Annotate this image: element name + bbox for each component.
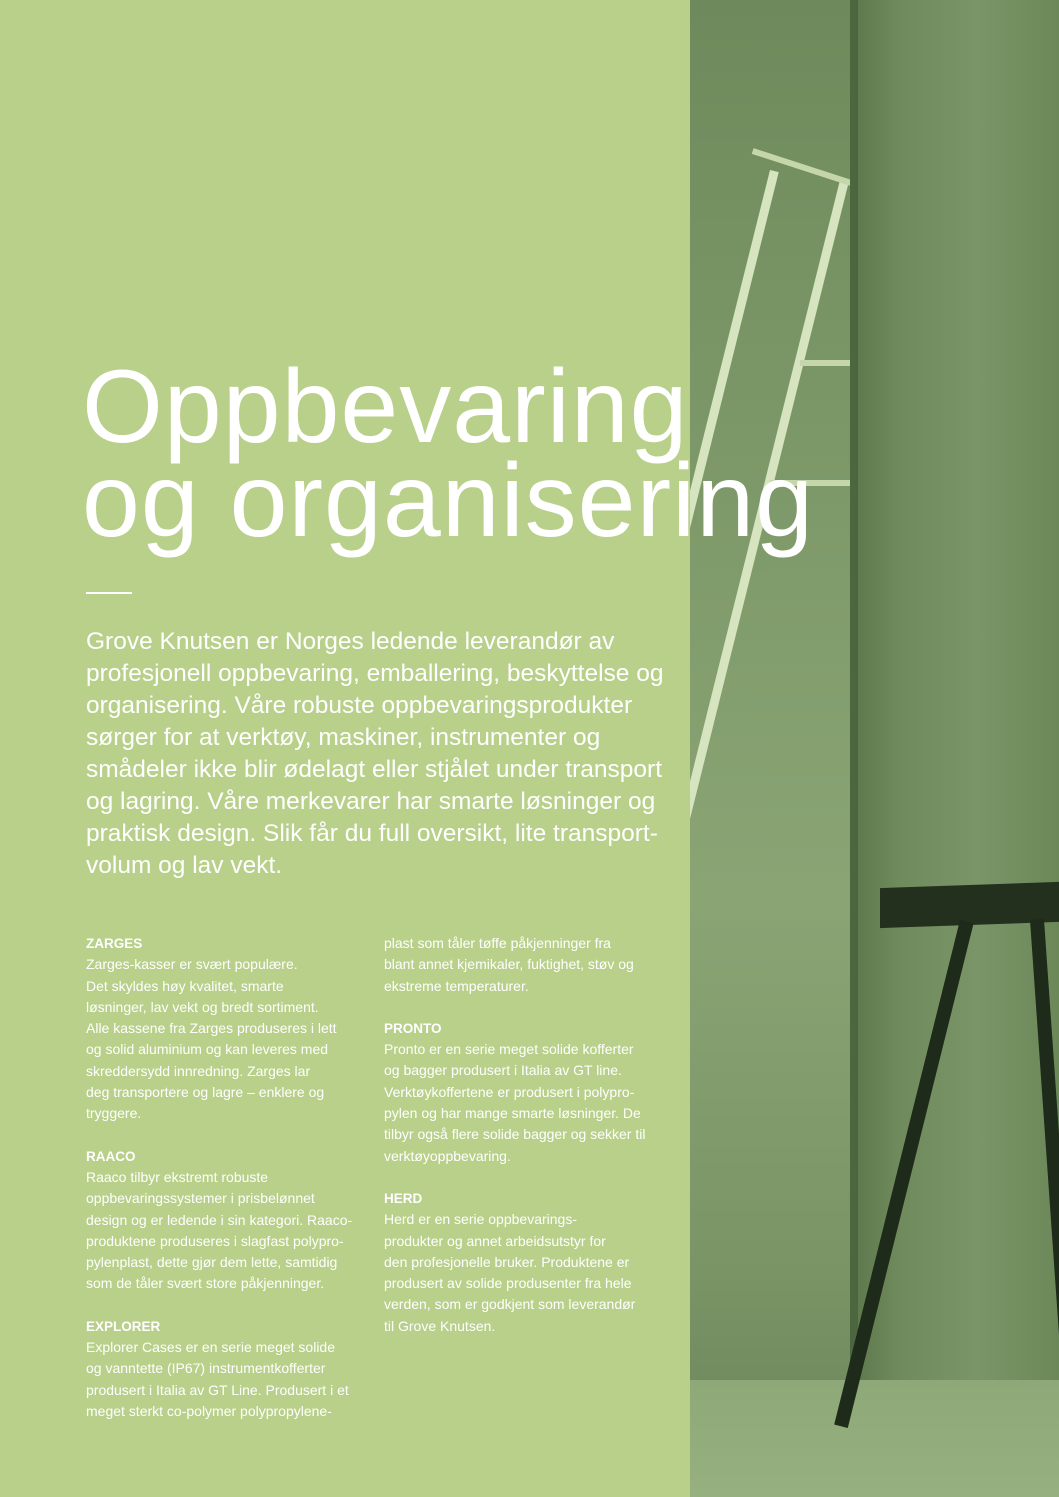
intro-line: praktisk design. Slik får du full oversikt, lite transport- xyxy=(86,820,658,847)
body-line: produsert i Italia av GT Line. Produsert i et xyxy=(86,1381,349,1398)
body-line: deg transportere og lagre – enklere og xyxy=(86,1084,325,1101)
body-line: Alle kassene fra Zarges produseres i lett xyxy=(86,1020,337,1037)
body-line: Zarges-kasser er svært populære. xyxy=(86,956,298,973)
body-line: tryggere. xyxy=(86,1105,142,1122)
body-line: verden, som er godkjent som leverandør xyxy=(384,1296,636,1313)
title-line: Oppbevaring xyxy=(82,349,689,465)
ladder-rail xyxy=(690,180,849,1152)
body-line: verktøyoppbevaring. xyxy=(384,1147,511,1164)
body-line: plast som tåler tøffe påkjenninger fra xyxy=(384,935,611,951)
intro-line: volum og lav vekt. xyxy=(86,852,283,879)
body-line: Herd er en serie oppbevarings- xyxy=(384,1211,577,1228)
body-line: meget sterkt co-polymer polypropylene- xyxy=(86,1402,332,1419)
body-line: skreddersydd innredning. Zarges lar xyxy=(86,1062,311,1079)
intro-line: og lagring. Våre merkevarer har smarte løsninger og xyxy=(86,788,656,815)
body-line: Det skyldes høy kvalitet, smarte xyxy=(86,977,284,994)
body-line: den profesjonelle bruker. Produktene er xyxy=(384,1253,630,1270)
brand-section xyxy=(384,933,674,997)
brand-section xyxy=(86,1146,376,1295)
brand-heading: EXPLORER xyxy=(86,1318,161,1334)
body-line: tilbyr også flere solide bagger og sekker til xyxy=(384,1126,646,1143)
body-line: blant annet kjemikaler, fuktighet, støv og xyxy=(384,956,634,973)
page-title xyxy=(82,349,814,559)
body-line: løsninger, lav vekt og bredt sortiment. xyxy=(86,998,319,1015)
body-line: pylen og har mange smarte løsninger. De xyxy=(384,1105,641,1122)
body-line: produkter og annet arbeidsutstyr for xyxy=(384,1232,606,1249)
text-column-left xyxy=(86,933,376,1443)
body-line: og bagger produsert i Italia av GT line. xyxy=(384,1062,622,1079)
divider xyxy=(86,592,132,594)
body-line: oppbevaringssystemer i prisbelønnet xyxy=(86,1190,315,1207)
intro-line: sørger for at verktøy, maskiner, instrumenter og xyxy=(86,724,601,751)
body-line: produktene produseres i slagfast polypro- xyxy=(86,1232,344,1249)
body-line: ekstreme temperaturer. xyxy=(384,977,529,994)
intro-line: Grove Knutsen er Norges ledende leverandør av xyxy=(86,628,615,655)
body-line: design og er ledende i sin kategori. Raaco- xyxy=(86,1211,353,1228)
construction-site-photo xyxy=(690,0,1059,1497)
brand-heading: PRONTO xyxy=(384,1020,442,1036)
text-column-right xyxy=(384,933,674,1358)
body-line: Pronto er en serie meget solide kofferter xyxy=(384,1041,634,1058)
body-line: Explorer Cases er en serie meget solide xyxy=(86,1339,336,1356)
brand-section xyxy=(86,933,376,1125)
concrete-pillar xyxy=(858,0,1059,1497)
body-line: produsert av solide produsenter fra hele xyxy=(384,1275,632,1292)
body-line: og vanntette (IP67) instrumentkofferter xyxy=(86,1360,326,1377)
body-line: Verktøykoffertene er produsert i polypro- xyxy=(384,1083,635,1100)
intro-line: organisering. Våre robuste oppbevaringsprodukter xyxy=(86,692,633,719)
body-line: til Grove Knutsen. xyxy=(384,1317,496,1334)
brand-heading: HERD xyxy=(384,1190,423,1206)
title-line: og organisering xyxy=(82,443,814,559)
body-line: som de tåler svært store påkjenninger. xyxy=(86,1275,325,1292)
brand-section xyxy=(86,1316,376,1422)
intro-line: profesjonell oppbevaring, emballering, beskyttelse og xyxy=(86,660,664,687)
intro-paragraph xyxy=(86,626,663,882)
body-line: pylenplast, dette gjør dem lette, samtidig xyxy=(86,1254,338,1271)
body-line: og solid aluminium og kan leveres med xyxy=(86,1041,329,1058)
body-line: Raaco tilbyr ekstremt robuste xyxy=(86,1168,269,1185)
floor xyxy=(690,1380,1059,1497)
brand-section xyxy=(384,1018,674,1167)
brand-heading: ZARGES xyxy=(86,936,143,951)
brand-section xyxy=(384,1188,674,1337)
intro-line: smådeler ikke blir ødelagt eller stjålet under transport xyxy=(86,756,663,783)
brand-heading: RAACO xyxy=(86,1148,136,1164)
